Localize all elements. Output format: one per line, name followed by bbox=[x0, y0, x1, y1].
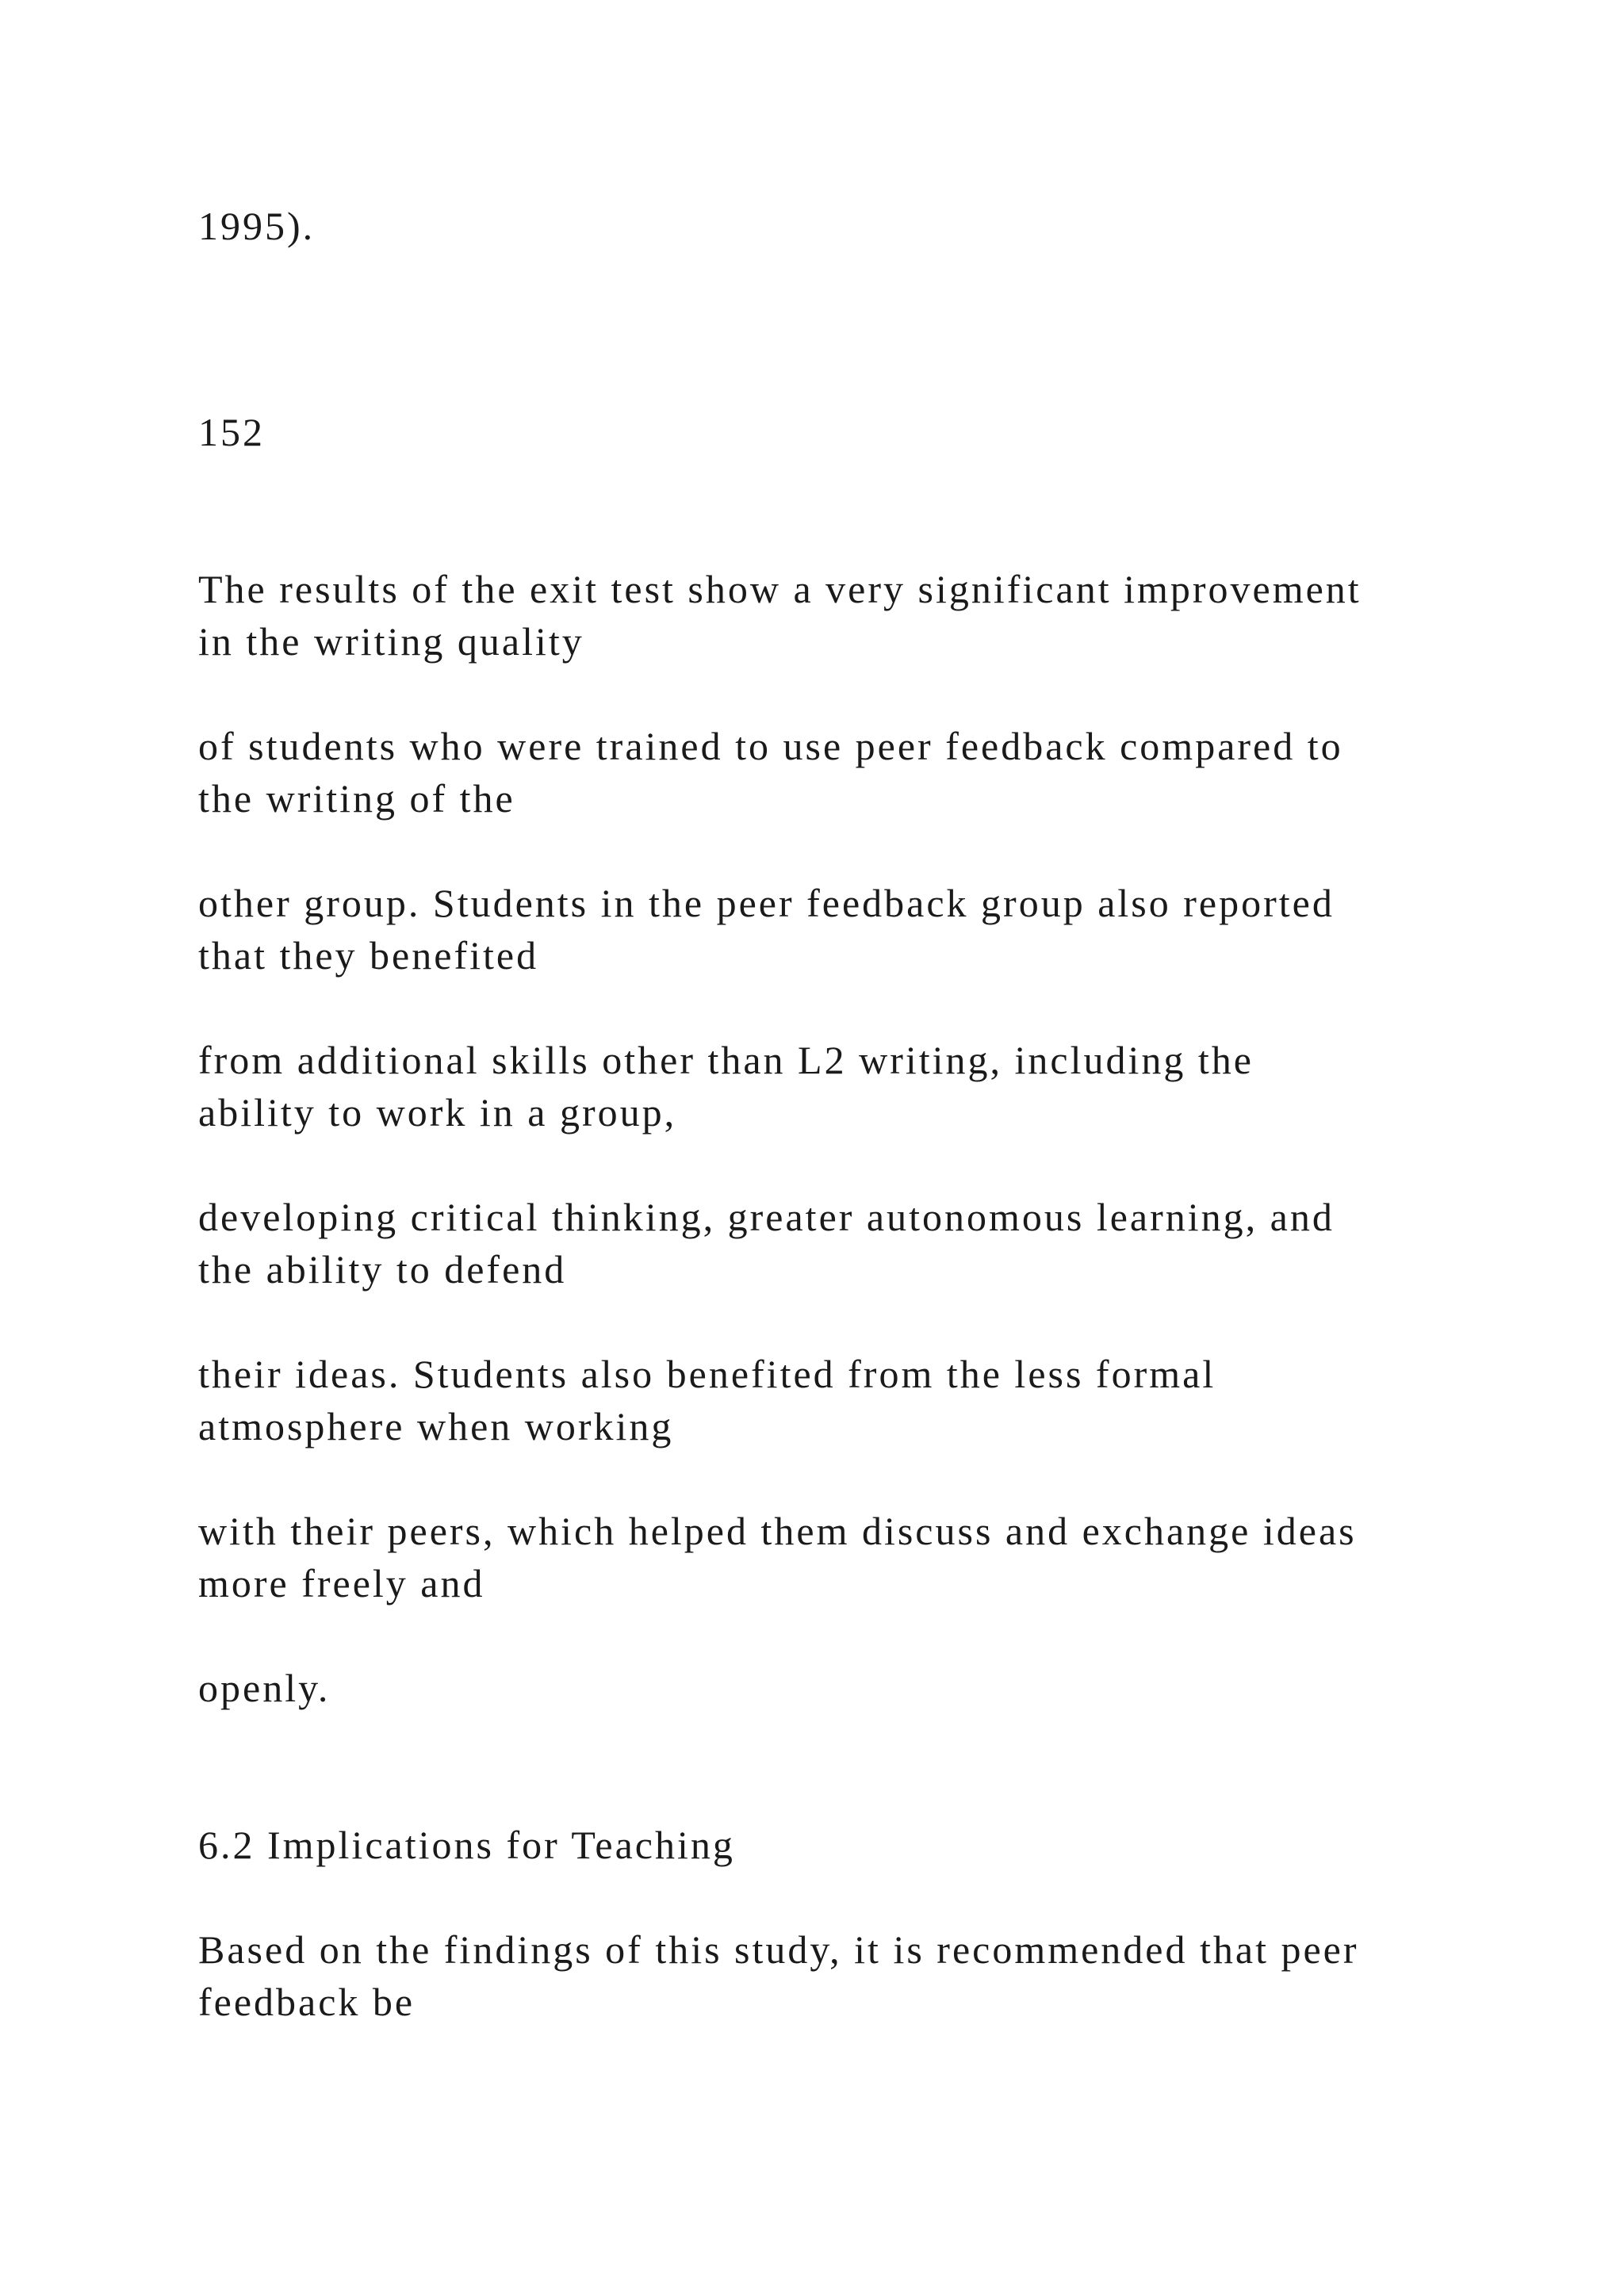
text-line-citation-end: 1995). bbox=[198, 204, 316, 248]
text-line: ability to work in a group, bbox=[198, 1090, 677, 1135]
text-line: in the writing quality bbox=[198, 619, 584, 664]
section-heading: 6.2 Implications for Teaching bbox=[198, 1823, 735, 1867]
text-line: with their peers, which helped them discuss and exchange ideas bbox=[198, 1509, 1357, 1553]
text-line: openly. bbox=[198, 1666, 331, 1710]
text-line: feedback be bbox=[198, 1980, 416, 2024]
text-line: the ability to defend bbox=[198, 1247, 567, 1292]
text-line: the writing of the bbox=[198, 776, 515, 821]
text-line: more freely and bbox=[198, 1561, 485, 1605]
page-number: 152 bbox=[198, 410, 265, 454]
text-line: other group. Students in the peer feedback group also reported bbox=[198, 881, 1335, 925]
text-line: of students who were trained to use peer feedback compared to bbox=[198, 724, 1343, 768]
text-line: The results of the exit test show a very significant improvement bbox=[198, 567, 1362, 611]
text-line: developing critical thinking, greater autonomous learning, and bbox=[198, 1195, 1335, 1239]
text-line: atmosphere when working bbox=[198, 1404, 674, 1448]
text-line: Based on the findings of this study, it is recommended that peer bbox=[198, 1927, 1359, 1972]
text-line: from additional skills other than L2 writing, including the bbox=[198, 1038, 1254, 1082]
text-line: their ideas. Students also benefited from the less formal bbox=[198, 1352, 1216, 1396]
text-line: that they benefited bbox=[198, 933, 539, 978]
